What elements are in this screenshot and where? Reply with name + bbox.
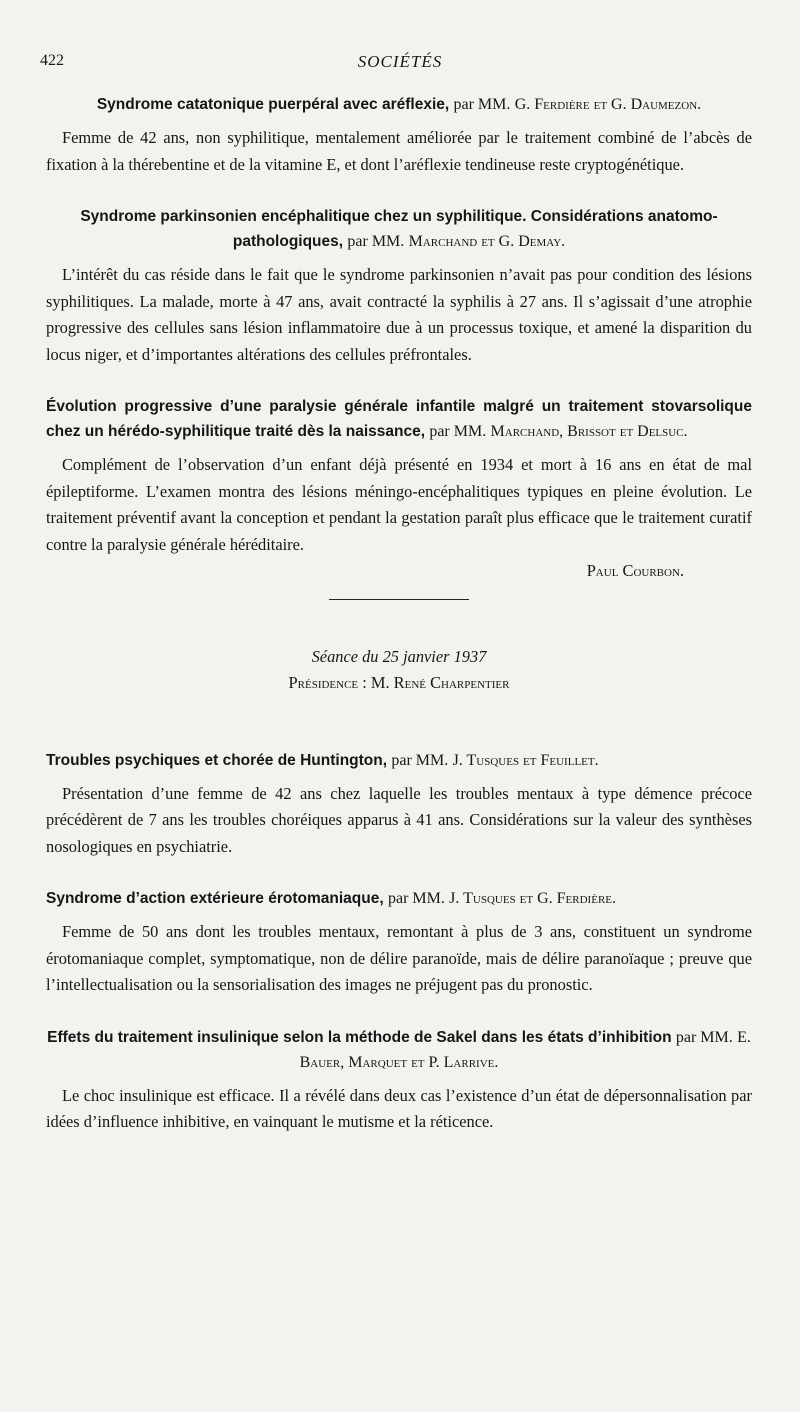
article-title <box>46 92 752 117</box>
article-body: L’intérêt du cas réside dans le fait que le syndrome parkinsonien n’avait pas pour condition des lésions syphilitiques. La malade, morte à 47 ans, avait contracté la syphilis à 27 ans. Il s’agissait d’une atrophie progressive des cellules sans lésion inflammatoire due à un processus toxique, et amené la disparition du locus niger, et d’importantes altérations des cellules préfrontales. <box>46 265 752 364</box>
authors-prefix: par MM. <box>675 1028 733 1046</box>
article-huntington <box>46 748 752 861</box>
article-body: Femme de 42 ans, non syphilitique, mentalement améliorée par le traitement combiné de l’abcès de fixation à la thérebentine et de la vitamine E, et dont l’aréflexie tendineuse reste cryptogénétique. <box>46 128 752 174</box>
article-parkinsonian-syndrome <box>46 204 752 368</box>
article-authors: Marchand et G. Demay. <box>408 233 566 250</box>
article-title <box>46 886 752 911</box>
article-authors: J. Tusques et Feuillet. <box>452 751 599 769</box>
article-title <box>46 394 752 444</box>
authors-prefix: par MM. <box>391 751 449 769</box>
title-text: Syndrome d’action extérieure érotomaniaque, <box>46 890 384 907</box>
article-insulin-treatment <box>46 1025 752 1136</box>
article-authors: J. Tusques et G. Ferdière. <box>449 890 616 907</box>
article-title <box>46 748 752 773</box>
title-text: Syndrome parkinsonien encéphalitique chez un syphilitique. Considérations anatomo-pathologiques, <box>80 208 718 250</box>
title-text: Effets du traitement insulinique selon la méthode de Sakel dans les états d’inhibition <box>47 1028 672 1046</box>
article-title <box>46 204 752 254</box>
page-content <box>46 92 752 1162</box>
title-text: Syndrome catatonique puerpéral avec aréflexie, <box>96 96 450 113</box>
authors-prefix: par MM. <box>387 890 445 907</box>
title-text: Troubles psychiques et chorée de Huntington, <box>46 751 388 769</box>
article-catatonic-syndrome <box>46 92 752 178</box>
signature: Paul Courbon. <box>586 561 684 580</box>
signature-line <box>46 558 752 585</box>
running-head: SOCIÉTÉS <box>357 52 443 71</box>
authors-prefix: par MM. <box>429 423 487 440</box>
article-body: Le choc insulinique est efficace. Il a révélé dans deux cas l’existence d’un état de dépersonnalisation par idées d’influence inhibitive, en vainquant le mutisme et la réticence. <box>46 1085 752 1131</box>
session-date: Séance du 25 janvier 1937 <box>311 646 487 666</box>
article-erotomania <box>46 886 752 999</box>
article-authors: Marchand, Brissot et Delsuc. <box>490 423 688 440</box>
article-body: Femme de 50 ans dont les troubles mentaux, remontant à plus de 3 ans, constituent un syndrome érotomaniaque complet, symptomatique, non de délire paranoïde, mais de délire paranoïaque ; preuve que l’intellectualisation ou la sensorialisation des images ne préjugent pas du pronostic. <box>46 922 752 994</box>
article-title <box>46 1025 752 1075</box>
authors-prefix: par MM. <box>453 96 511 113</box>
section-divider <box>329 599 469 600</box>
page-header <box>40 52 760 76</box>
article-general-paralysis <box>46 394 752 585</box>
title-text: Évolution progressive d’une paralysie générale infantile malgré un traitement stovarsolique chez un hérédo-syphilitique traité dès la naissance, <box>46 398 752 440</box>
article-body: Présentation d’une femme de 42 ans chez laquelle les troubles mentaux à type démence précoce précédèrent de 7 ans les troubles choréiques apparus à 41 ans. Considérations sur la valeur des synthèses nosologiques en psychiatrie. <box>46 783 752 856</box>
page-number: 422 <box>40 52 64 69</box>
article-authors: G. Ferdière et G. Daumezon. <box>514 96 702 113</box>
article-authors: E. Bauer, Marquet et P. Larrive. <box>299 1028 751 1071</box>
session-presidency: Présidence : M. René Charpentier <box>288 672 510 692</box>
authors-prefix: par MM. <box>347 233 405 250</box>
article-body: Complément de l’observation d’un enfant déjà présenté en 1934 et mort à 16 ans en état de mal épileptiforme. L’examen montra des lésions méningo-encéphalitiques typiques en pleine évolution. Le traitement préventif avant la conception et pendant la gestation paraît plus efficace que le traitement curatif contre la paralysie générale héréditaire. <box>46 455 752 554</box>
